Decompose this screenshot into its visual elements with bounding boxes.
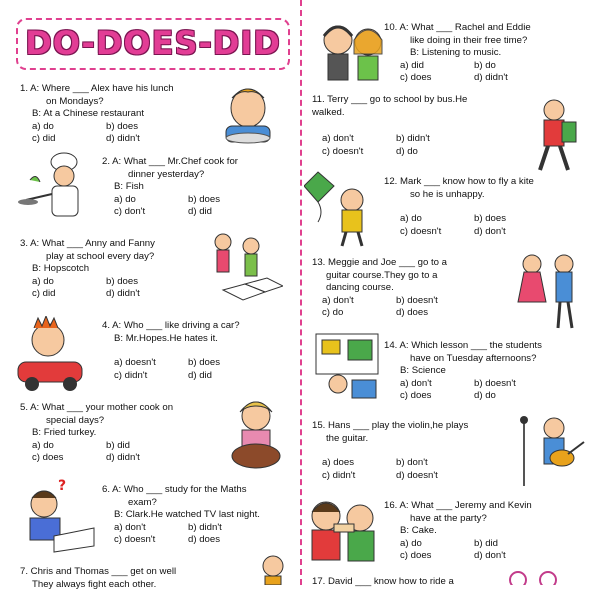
question-text: have at the party? (384, 513, 594, 526)
question-text: guitar course.They go to a (312, 270, 512, 283)
option-d[interactable]: d) didn't (106, 133, 186, 146)
question-text: 6. A: Who ___ study for the Maths (102, 484, 292, 497)
option-d[interactable]: d) didn't (474, 72, 554, 85)
option-b[interactable]: b) did (474, 538, 554, 551)
option-c[interactable]: c) doesn't (114, 534, 184, 547)
question-14 (384, 340, 594, 403)
option-d[interactable]: d) does (188, 534, 268, 547)
question-3 (20, 238, 210, 301)
couple-dancing-illustration (512, 250, 586, 332)
option-b[interactable]: b) didn't (188, 522, 268, 535)
option-c[interactable]: c) did (32, 133, 102, 146)
option-a[interactable]: a) do (32, 440, 102, 453)
option-b[interactable]: b) didn't (396, 133, 476, 146)
option-d[interactable]: d) does (396, 307, 476, 320)
question-text: 4. A: Who ___ like driving a car? (102, 320, 282, 333)
option-b[interactable]: b) does (474, 213, 554, 226)
man-playing-guitar-illustration (510, 410, 586, 490)
option-d[interactable]: d) don't (474, 226, 554, 239)
answer-text: B: Mr.Hopes.He hates it. (102, 333, 282, 346)
question-text: 13. Meggie and Joe ___ go to a (312, 257, 512, 270)
column-divider (300, 0, 302, 585)
option-b[interactable]: b) does (106, 276, 186, 289)
question-text: have on Tuesday afternoons? (384, 353, 594, 366)
option-b[interactable]: b) did (106, 440, 186, 453)
angry-man-in-car-illustration (12, 316, 94, 396)
answer-text: B: At a Chinese restaurant (20, 108, 210, 121)
question-text: 12. Mark ___ know how to fly a kite (384, 176, 584, 189)
option-b[interactable]: b) doesn't (396, 295, 476, 308)
option-d[interactable]: d) didn't (106, 452, 186, 465)
question-12 (384, 176, 584, 238)
answer-text: B: Fried turkey. (20, 427, 210, 440)
svg-text:?: ? (58, 478, 66, 494)
option-a[interactable]: a) do (114, 194, 184, 207)
kids-listening-to-music-illustration (318, 14, 388, 86)
option-b[interactable]: b) does (188, 357, 268, 370)
question-text: 1. A: Where ___ Alex have his lunch (20, 83, 210, 96)
option-d[interactable]: d) doesn't (396, 470, 476, 483)
option-a[interactable]: a) don't (322, 133, 392, 146)
boy-studying-illustration (14, 476, 98, 556)
question-text: 16. A: What ___ Jeremy and Kevin (384, 500, 594, 513)
answer-text: B: Fish (102, 181, 282, 194)
question-6 (102, 484, 292, 547)
question-text: dinner yesterday? (102, 169, 282, 182)
option-c[interactable]: c) doesn't (322, 146, 392, 159)
option-c[interactable]: c) didn't (322, 470, 392, 483)
option-b[interactable]: b) doesn't (474, 378, 554, 391)
boys-fighting-illustration (258, 552, 288, 585)
question-15 (312, 420, 512, 482)
answer-text: B: Clark.He watched TV last night. (102, 509, 292, 522)
option-b[interactable]: b) don't (396, 457, 476, 470)
option-a[interactable]: a) don't (114, 522, 184, 535)
question-text: 7. Chris and Thomas ___ get on well (20, 566, 270, 579)
question-13 (312, 257, 512, 320)
question-text: They always fight each other. (20, 579, 270, 591)
option-a[interactable]: a) do (400, 213, 470, 226)
question-text: 3. A: What ___ Anny and Fanny (20, 238, 210, 251)
option-a[interactable]: a) don't (322, 295, 392, 308)
option-a[interactable]: a) don't (400, 378, 470, 391)
option-d[interactable]: d) did (188, 370, 268, 383)
worksheet-title: DO-DOES-DID (18, 24, 288, 62)
option-a[interactable]: a) do (32, 276, 102, 289)
question-1 (20, 83, 210, 146)
girls-playing-hopscotch-illustration (205, 230, 283, 308)
answer-text: B: Hopscotch (20, 263, 210, 276)
question-text: special days? (20, 415, 210, 428)
question-5 (20, 402, 210, 465)
option-c[interactable]: c) didn't (114, 370, 184, 383)
science-lesson-illustration (312, 330, 382, 402)
mother-with-turkey-illustration (226, 396, 286, 474)
question-text: the guitar. (312, 433, 512, 446)
question-11 (312, 94, 512, 158)
bicycle-illustration (504, 568, 564, 585)
question-text: on Mondays? (20, 96, 210, 109)
option-c[interactable]: c) does (400, 390, 470, 403)
option-d[interactable]: d) did (188, 206, 268, 219)
question-text: 15. Hans ___ play the violin,he plays (312, 420, 512, 433)
boy-with-kite-illustration (304, 166, 380, 248)
question-text: 11. Terry ___ go to school by bus.He (312, 94, 512, 107)
question-text: so he is unhappy. (384, 189, 584, 202)
question-2 (102, 156, 282, 219)
question-text: 2. A: What ___ Mr.Chef cook for (102, 156, 282, 169)
title-frame (16, 18, 290, 70)
answer-text: B: Listening to music. (384, 47, 594, 60)
option-d[interactable]: d) do (474, 390, 554, 403)
option-b[interactable]: b) does (106, 121, 186, 134)
question-10 (384, 22, 594, 85)
option-c[interactable]: c) did (32, 288, 102, 301)
option-a[interactable]: a) doesn't (114, 357, 184, 370)
question-text: dancing course. (312, 282, 512, 295)
option-c[interactable]: c) does (32, 452, 102, 465)
option-d[interactable]: d) don't (474, 550, 554, 563)
option-b[interactable]: b) does (188, 194, 268, 207)
question-text: 10. A: What ___ Rachel and Eddie (384, 22, 594, 35)
option-c[interactable]: c) do (322, 307, 392, 320)
option-a[interactable]: a) do (400, 538, 470, 551)
question-text: play at school every day? (20, 251, 210, 264)
option-c[interactable]: c) does (400, 550, 470, 563)
option-c[interactable]: c) doesn't (400, 226, 470, 239)
question-text: 5. A: What ___ your mother cook on (20, 402, 210, 415)
option-d[interactable]: d) do (396, 146, 476, 159)
question-text: 17. David ___ know how to ride a (312, 576, 512, 589)
question-17 (312, 576, 512, 589)
option-d[interactable]: d) didn't (106, 288, 186, 301)
answer-text: B: Cake. (384, 525, 594, 538)
option-c[interactable]: c) don't (114, 206, 184, 219)
option-a[interactable]: a) did (400, 60, 470, 73)
answer-text: B: Science (384, 365, 594, 378)
boys-eating-cake-illustration (304, 494, 382, 568)
boy-walking-to-school-illustration (528, 96, 586, 174)
option-a[interactable]: a) do (32, 121, 102, 134)
option-a[interactable]: a) does (322, 457, 392, 470)
question-text: exam? (102, 497, 292, 510)
question-7 (20, 566, 270, 591)
boy-eating-lunch-illustration (212, 78, 282, 146)
chef-cooking-illustration (16, 150, 100, 222)
question-text: walked. (312, 107, 512, 120)
question-text: 14. A: Which lesson ___ the students (384, 340, 594, 353)
question-4 (102, 320, 282, 382)
question-16 (384, 500, 594, 563)
option-b[interactable]: b) do (474, 60, 554, 73)
question-text: like doing in their free time? (384, 35, 594, 48)
option-c[interactable]: c) does (400, 72, 470, 85)
